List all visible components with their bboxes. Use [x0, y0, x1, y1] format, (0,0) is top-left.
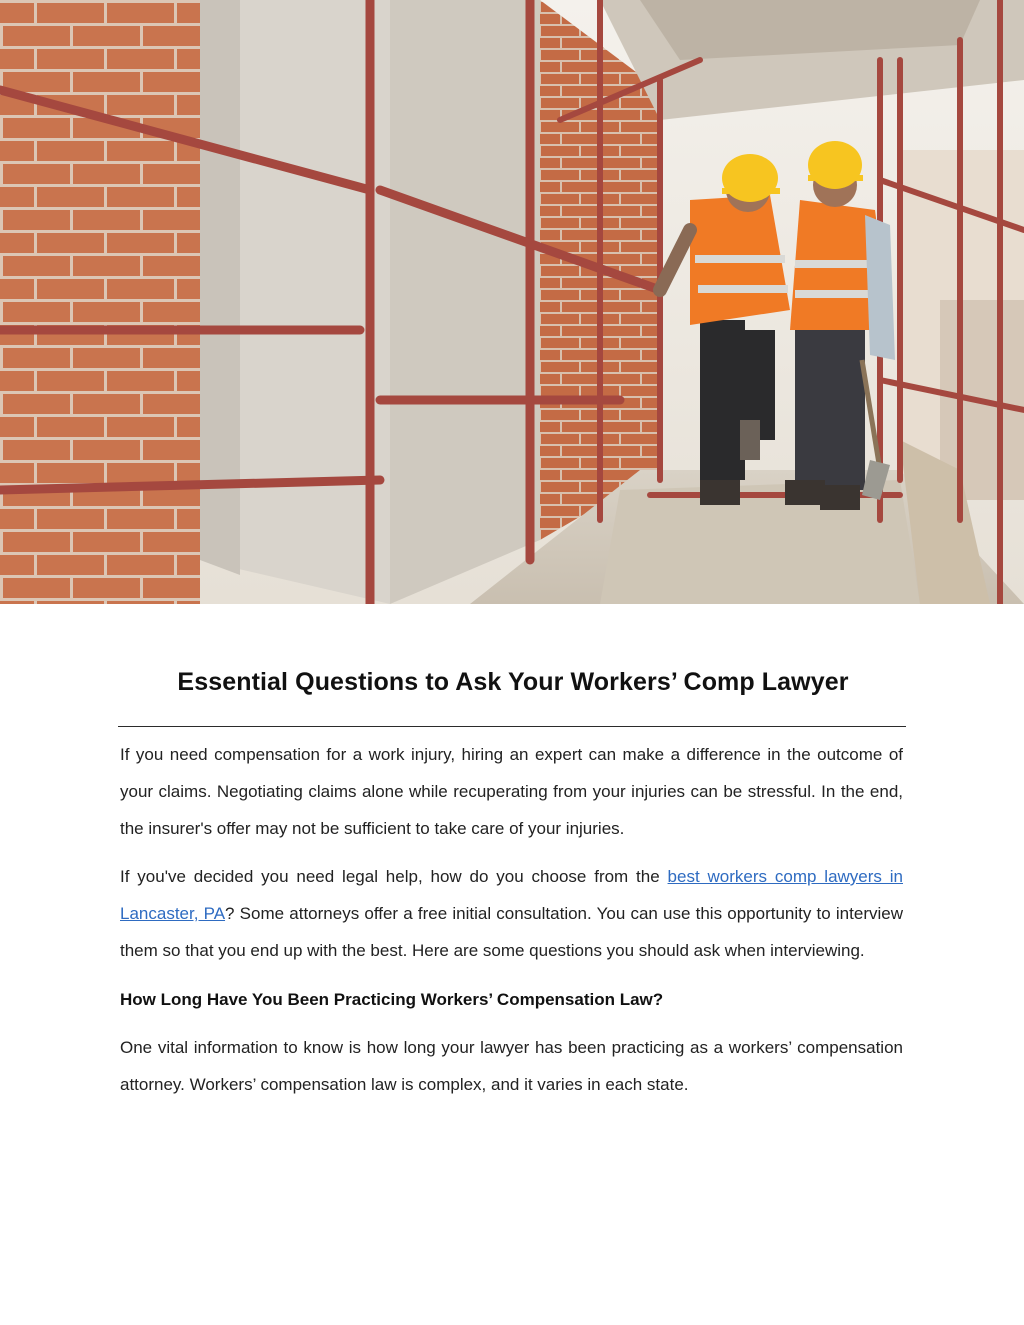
paragraph-legal-help-end: ? Some attorneys offer a free initial consultation. You can use this opportunity to interview them so that you end up with the best. Here are some questions you should ask when interviewing.	[120, 904, 903, 960]
paragraph-experience: One vital information to know is how long your lawyer has been practicing as a workers’ compensation attorney. Workers’ compensation law is complex, and it varies in each state.	[120, 1038, 903, 1094]
paragraph-legal-help	[120, 858, 903, 969]
article-body	[120, 736, 903, 1114]
section-heading: How Long Have You Been Practicing Workers’ Compensation Law?	[120, 990, 664, 1009]
article-title: Essential Questions to Ask Your Workers’ Comp Lawyer	[177, 668, 849, 696]
paragraph-legal-help-start: If you've decided you need legal help, how do you choose from the	[120, 867, 668, 886]
paragraph-intro: If you need compensation for a work injury, hiring an expert can make a difference in the outcome of your claims. Negotiating claims alone while recuperating from your injuries can be stressful. In the end, the insurer's offer may not be sufficient to take care of your injuries.	[120, 745, 903, 838]
title-divider	[118, 726, 906, 727]
construction-photo	[0, 0, 1024, 604]
hero-image	[0, 0, 1024, 604]
lawyers-lancaster-link[interactable]: best workers comp lawyers in Lancaster, PA	[120, 867, 903, 923]
